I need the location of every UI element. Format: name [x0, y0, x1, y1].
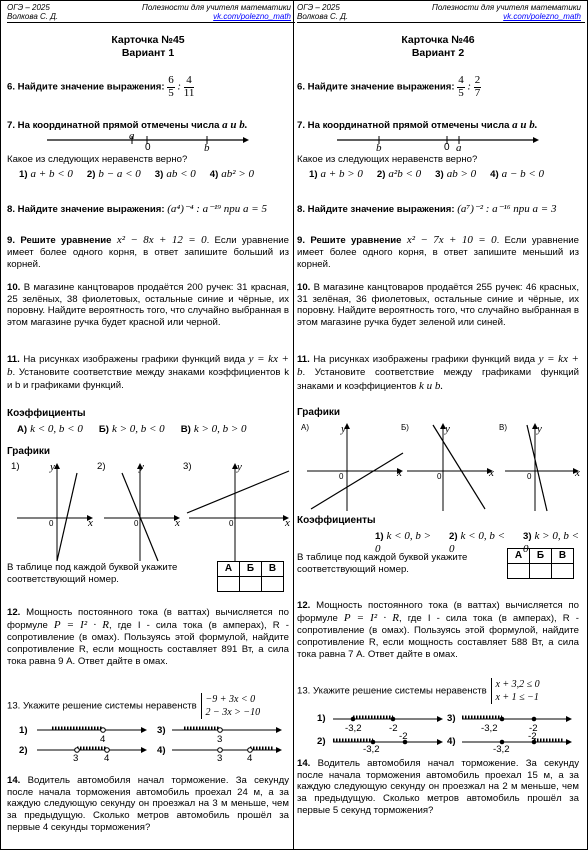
coefficient-options	[17, 423, 247, 436]
answer-cell-b[interactable]	[240, 577, 262, 592]
graph-3	[187, 463, 291, 563]
point-b-label: b	[376, 142, 382, 154]
answer-cell-v[interactable]	[552, 564, 574, 579]
variant-title: Вариант 2	[411, 47, 465, 60]
question-8: 8. Найдите значение выражения: (a⁷)⁻² : a⁻¹⁶ при a = 3	[297, 203, 557, 215]
zero-label: 0	[444, 142, 450, 153]
graph-b	[405, 423, 495, 513]
q13-option-1[interactable]	[37, 723, 147, 737]
point-a-label: a	[129, 130, 135, 142]
question-6: 6. Найдите значение выражения: $\frac{6}{5}$ : $\frac{4}{11}$	[7, 74, 195, 99]
question-12: 12. Мощность постоянного тока (в ваттах) вычисляется по формуле P = I² · R, где I - сила тока (в амперах), R - сопротивление (в омах). Пользуясь этой формулой, найдите сопротивление R, если мощность составляет 588 Вт, а сила тока равна 7 А. Ответ дайте в омах.	[297, 600, 580, 660]
answer-cell-a[interactable]	[508, 564, 530, 579]
page-header-right: ОГЭ – 2025 Волкова С. Д. Полезности для учителя математики vk.com/polezno_math	[297, 1, 585, 23]
question-13: 13. Укажите решение системы неравенств x + 3,2 ≤ 0 x + 1 ≤ −1	[297, 679, 540, 703]
header-link-right[interactable]: vk.com/polezno_math	[503, 12, 581, 22]
option-1[interactable]: 1) a + b > 0	[309, 167, 363, 180]
number-line	[337, 133, 537, 153]
point-b-label: b	[204, 142, 210, 154]
question-10: 10. В магазине канцтоваров продаётся 200 ручек: 31 красная, 25 зелёных, 38 фиолетовых, остальные синие и чёрные, их поровну. Найдите вероятность того, что случайно выбранная в этом магазине ручка будет красной или черной.	[7, 282, 289, 329]
graphs-title: Графики	[297, 407, 341, 418]
question-12: 12. Мощность постоянного тока (в ваттах) вычисляется по формуле P = I² · R, где I - сила тока (в амперах), R - сопротивление (в омах). Пользуясь этой формулой, найдите сопротивление R, если мощность составляет 891 Вт, а сила тока равна 9 А. Ответ дайте в омах.	[7, 607, 290, 667]
question-7-prompt: Какое из следующих неравенств верно?	[7, 154, 188, 165]
zero-label: 0	[145, 142, 151, 153]
coef-a: А) k < 0, b < 0	[17, 423, 83, 435]
q13-option-2[interactable]	[37, 743, 147, 757]
variant-title: Вариант 1	[121, 47, 175, 60]
option-4[interactable]: 4) ab² > 0	[209, 167, 255, 180]
card-title: Карточка №46	[401, 34, 475, 46]
answer-cell-b[interactable]	[530, 564, 552, 579]
question-7-options	[309, 168, 579, 181]
q13-option-2[interactable]	[333, 735, 443, 749]
graph-v-label: В)	[499, 423, 507, 432]
option-3[interactable]: 3) ab < 0	[154, 167, 196, 180]
graph-2-label: 2)	[97, 461, 106, 472]
header-author: Волкова С. Д.	[7, 12, 59, 22]
graphs-title: Графики	[7, 446, 51, 457]
answer-table: А Б В	[507, 548, 574, 579]
card-title: Карточка №45	[111, 34, 185, 46]
question-7: 7. На координатной прямой отмечены числа a и b.	[297, 119, 538, 131]
option-4[interactable]: 4) a − b < 0	[490, 167, 545, 180]
graph-a	[305, 423, 405, 513]
q13-option-3[interactable]	[172, 723, 282, 737]
answer-table-instruction: В таблице под каждой буквой укажите соответствующий номер.	[297, 552, 468, 575]
graph-3-label: 3)	[183, 461, 192, 472]
page-header	[7, 1, 295, 23]
card-46: ОГЭ – 2025 Волкова С. Д. Полезности для учителя математики vk.com/polezno_math Карточка №46 Вариант 2 6. Найдите значение выражения: $\frac{4}{5}$ : $\frac{2}{7}$ 7. На координатной прямой отмечены числа a и b. b 0 a Какое из следующих неравенств верно? 1) a + b > 0 2) a²b < 0 3) ab > 0 4) a − b < 0 8. Найдите значение выражения: (a⁷)⁻² : a⁻¹⁶ при a = 3 9. Решите уравнение x² − 7x + 10 = 0. Если уравнение имеет более одного корня, в ответ запишите меньший из корней. 10. В магазине канцтоваров продаётся 255 ручек: 46 красных, 31 зелёная, 36 фиолетовых, остальные синие и чёрные, их поровну. Найдите вероятность того, что случайно выбранная в этом магазине ручка будет зеленой или синей. 11. На рисунках изображены графики функций вида y = kx + b. Установите соответствие между графиками функций знаками и коэффициентов k и b. Графики А) y x 0 Б) y x 0 В) y x 0 Коэффициенты 1) k < 0, b > 0 2) k < 0, b < 0 3) k > 0, b < 0 В таблице под каждой буквой укажите соответствующий номер. А Б В 12. Мощность постоянного тока (в ваттах) вычисляется по формуле P = I² · R, где I - сила тока (в амперах), R - сопротивление (в омах). Пользуясь этой формулой, найдите сопротивление R, если мощность составляет 588 Вт, а сила тока равна 7 А. Ответ дайте в омах. 13. Укажите решение системы неравенств x + 3,2 ≤ 0 x + 1 ≤ −1 1) -3,2 -2 2) -3,2 -2 3) -3,2 -2 4) -3,2 -2 14. Водитель автомобиля начал торможение. За секунду после начала торможения автомобиль проехал 15 м, а за каждую следующую секунду он проезжал на 2 м меньше, чем за предыдущую. Сколько метров автомобиль прошёл за первые 5 секунд торможения?	[297, 1, 585, 849]
q13-option-4[interactable]	[172, 743, 282, 757]
coef-b: Б) k > 0, b < 0	[98, 423, 165, 435]
graph-v	[503, 423, 581, 513]
question-13: 13. Укажите решение системы неравенств −9 + 3x < 0 2 − 3x > −10	[7, 694, 261, 718]
question-14: 14. Водитель автомобиля начал торможение. За секунду после начала торможения автомобиль проехал 15 м, а за каждую следующую секунду он проезжал на 2 м меньше, чем за предыдущую. Сколько метров автомобиль прошёл за первые 5 секунд торможения?	[297, 758, 580, 816]
question-8: 8. Найдите значение выражения: (a⁴)⁻⁴ : a⁻¹⁹ при a = 5	[7, 203, 267, 215]
question-14: 14. Водитель автомобиля начал торможение. За секунду после начала торможения автомобиль проехал 24 м, а за каждую следующую секунду он проезжал на 3 м меньше, чем за предыдущую. Сколько метров автомобиль прошёл за первые 4 секунды торможения?	[7, 775, 290, 833]
graph-b-label: Б)	[401, 423, 409, 432]
answer-cell-v[interactable]	[262, 577, 284, 592]
answer-table: А Б В	[217, 561, 284, 592]
graph-1-label: 1)	[11, 461, 20, 472]
header-link[interactable]: vk.com/polezno_math	[213, 12, 291, 22]
coefficients-title: Коэффициенты	[297, 515, 376, 526]
q13-option-3[interactable]	[462, 712, 572, 726]
q13-option-4[interactable]	[462, 735, 572, 749]
answer-cell-a[interactable]	[218, 577, 240, 592]
coefficients-title: Коэффициенты	[7, 408, 86, 419]
point-a-label: a	[456, 142, 462, 154]
graph-2	[102, 463, 182, 563]
question-9: 9. Решите уравнение x² − 8x + 12 = 0. Если уравнение имеет более одного корня, в ответ запишите больший из корней.	[7, 234, 290, 271]
question-11: 11. На рисунках изображены графики функций вида y = kx + b. Установите соответствие между графиками функций знаками и коэффициентов k и b.	[297, 353, 579, 392]
option-2[interactable]: 2) a²b < 0	[376, 167, 422, 180]
question-7-options	[19, 168, 289, 181]
option-1[interactable]: 1) a + b < 0	[19, 167, 73, 180]
card-45: ОГЭ – 2025 Волкова С. Д. Полезности для учителя математики vk.com/polezno_math Карточка №45 Вариант 1 6. Найдите значение выражения: $\frac{6}{5}$ : $\frac{4}{11}$ 7. На координатной прямой отмечены числа a и b. a 0 b Какое из следующих неравенств верно? 1) a + b < 0 2) b − a < 0 3) ab < 0 4) ab² > 0 8. Найдите значение выражения: (a⁴)⁻⁴ : a⁻¹⁹ при a = 5 9. Решите уравнение x² − 8x + 12 = 0. Если уравнение имеет более одного корня, в ответ запишите больший из корней. 10. В магазине канцтоваров продаётся 200 ручек: 31 красная, 25 зелёных, 38 фиолетовых, остальные синие и чёрные, их поровну. Найдите вероятность того, что случайно выбранная в этом магазине ручка будет красной или черной. 11. На рисунках изображены графики функций вида y = kx + b. Установите соответствие между знаками коэффициентов k и b и графиками функций. Коэффициенты А) k < 0, b < 0 Б) k > 0, b < 0 В) k > 0, b > 0 Графики 1) y x 0 2) y x 0 3) y x 0 В таблице под каждой буквой укажите соответствующий номер. А Б В 12. Мощность постоянного тока (в ваттах) вычисляется по формуле P = I² · R, где I - сила тока (в амперах), R - сопротивление (в омах). Пользуясь этой формулой, найдите сопротивление R, если мощность составляет 891 Вт, а сила тока равна 9 А. Ответ дайте в омах. 13. Укажите решение системы неравенств −9 + 3x < 0 2 − 3x > −10 1) 4 2) 3 4 3) 3 4) 3 4 14. Водитель автомобиля начал торможение. За секунду после начала торможения автомобиль проехал 24 м, а за каждую следующую секунду он проезжал на 3 м меньше, чем за предыдущую. Сколько метров автомобиль прошёл за первые 4 секунды торможения?	[7, 1, 295, 849]
question-7: 7. На координатной прямой отмечены числа a и b.	[7, 119, 248, 131]
graph-a-label: А)	[301, 423, 309, 432]
graph-1	[15, 463, 95, 563]
question-11: 11. На рисунках изображены графики функций вида y = kx + b. Установите соответствие между знаками коэффициентов k и b и графиками функций.	[7, 353, 289, 391]
question-9: 9. Решите уравнение x² − 7x + 10 = 0. Если уравнение имеет более одного корня, в ответ запишите меньший из корней.	[297, 234, 580, 271]
header-exam: ОГЭ – 2025	[7, 3, 50, 12]
answer-table-instruction: В таблице под каждой буквой укажите соответствующий номер.	[7, 562, 178, 585]
option-3[interactable]: 3) ab > 0	[435, 167, 477, 180]
header-subtitle: Полезности для учителя математики	[142, 3, 291, 12]
question-10: 10. В магазине канцтоваров продаётся 255 ручек: 46 красных, 31 зелёная, 36 фиолетовых, остальные синие и чёрные, их поровну. Найдите вероятность того, что случайно выбранная в этом магазине ручка будет зеленой или синей.	[297, 282, 579, 329]
coef-v: В) k > 0, b > 0	[180, 423, 247, 435]
question-6: 6. Найдите значение выражения: $\frac{4}{5}$ : $\frac{2}{7}$	[297, 74, 481, 99]
coefficient-options: 1) k < 0, b > 0 2) k < 0, b < 0 3) k > 0, b < 0	[375, 530, 580, 556]
option-2[interactable]: 2) b − a < 0	[86, 167, 141, 180]
